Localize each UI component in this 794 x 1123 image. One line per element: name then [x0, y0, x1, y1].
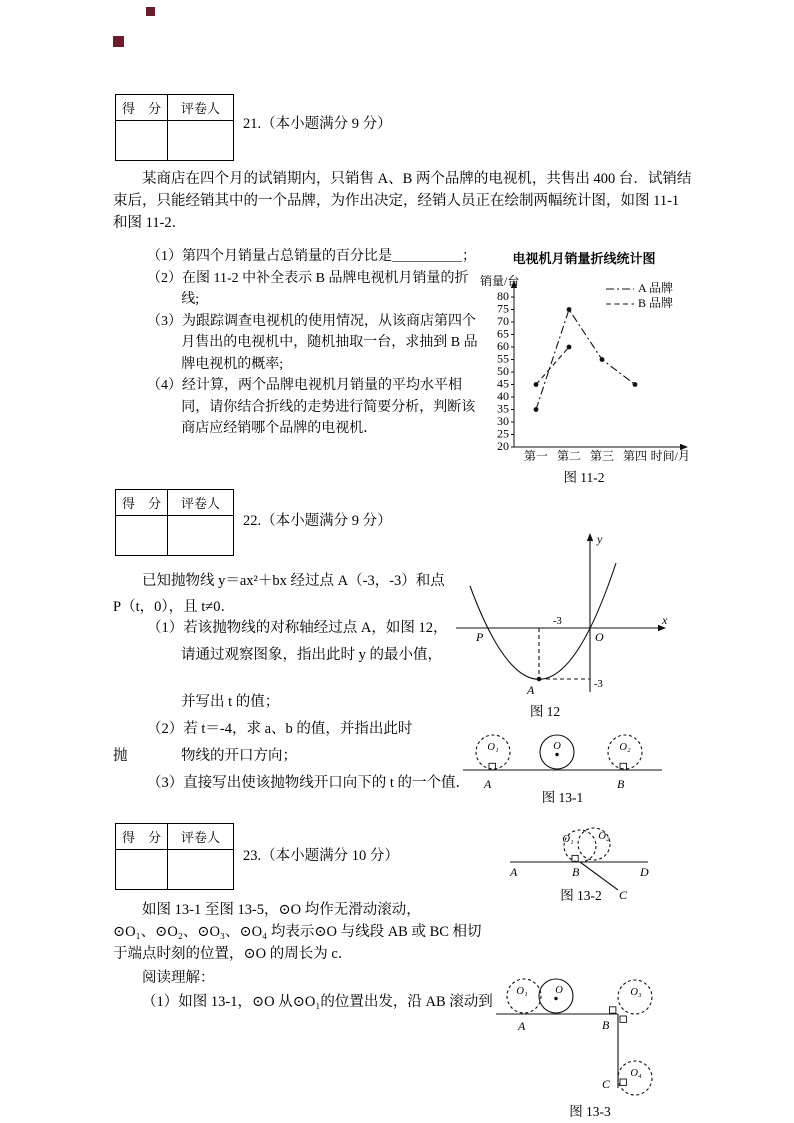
figure-13-3-path: [490, 952, 690, 1098]
svg-text:20: 20: [497, 439, 509, 453]
q22-heading: 22.（本小题满分 9 分）: [243, 513, 392, 529]
q22-intro-line: 已知抛物线 y＝ax²＋bx 经过点 A（-3，-3）和点: [142, 573, 445, 589]
circle-o4-label: O₄: [630, 1068, 642, 1079]
q22-line-5: 物线的开口方向；: [181, 748, 297, 764]
point-d-label: D: [640, 865, 649, 879]
score-cell-empty: [116, 850, 168, 889]
q21-item-1: （1）第四个月销量占总销量的百分比是＿＿＿＿＿；: [147, 249, 476, 264]
page-artifact-square: [113, 36, 124, 47]
grader-label: 评卷人: [168, 95, 233, 121]
q23-line-2: ⊙O₁、⊙O₂、⊙O₃、⊙O₄ 均表示⊙O 与线段 AB 或 BC 相切: [113, 924, 482, 940]
q22-line-4: （2）若 t＝-4，求 a、b 的值，并指出此时: [147, 721, 413, 737]
y-tick-neg3: -3: [594, 679, 603, 690]
chart-caption: 图 11-2: [563, 470, 605, 485]
score-label: 得 分: [116, 824, 168, 850]
svg-text:第四: 第四: [622, 449, 648, 463]
score-box-q22: [115, 489, 234, 556]
page-artifact-square: [146, 7, 155, 16]
q21-para-line: 某商店在四个月的试销期内，只销售 A、B 两个品牌的电视机，共售出 400 台．试销结: [142, 171, 692, 187]
score-box-q23: [115, 823, 234, 890]
q21-heading: 21.（本小题满分 9 分）: [243, 116, 392, 132]
grader-cell-empty: [168, 516, 233, 555]
score-label: 得 分: [116, 95, 168, 121]
score-cell-empty: [116, 516, 168, 555]
circle-o2-label: O₂: [619, 742, 631, 753]
q21-item-3: （3）为跟踪调查电视机的使用情况，从该商店第四个月售出的电视机中，随机抽取一台，求抽到 B 品牌电视机的概率;: [147, 313, 478, 372]
svg-text:50: 50: [497, 364, 509, 378]
q22-line-1: （1）若该抛物线的对称轴经过点 A，如图 12，: [147, 620, 448, 636]
figure-13-1-circles: [455, 708, 670, 792]
x-tick-neg3: -3: [553, 616, 562, 627]
q21-items: [147, 246, 479, 440]
svg-text:65: 65: [497, 326, 509, 341]
q22-intro: [113, 568, 445, 620]
q23-heading: 23.（本小题满分 10 分）: [243, 848, 399, 864]
q21-para-line: 和图 11-2．: [113, 215, 187, 231]
q22-line-3: 并写出 t 的值；: [181, 694, 280, 710]
q23-line-3: 于端点时刻的位置，⊙O 的周长为 c．: [113, 946, 353, 962]
q23-line-5: （1）如图 13-1，⊙O 从⊙O₁的位置出发，沿 AB 滚动到: [142, 994, 493, 1010]
svg-text:第三: 第三: [589, 449, 615, 463]
point-c-label: C: [602, 1077, 611, 1091]
origin-label: O: [595, 630, 604, 644]
q21-item-2: （2）在图 11-2 中补全表示 B 品牌电视机月销量的折线;: [147, 270, 469, 307]
circle-o-label: O: [553, 741, 561, 752]
figure-12-parabola: [450, 528, 674, 700]
circle-o3-label: O₃: [630, 987, 642, 998]
svg-text:70: 70: [497, 314, 509, 328]
svg-text:25: 25: [497, 426, 509, 441]
grader-cell-empty: [168, 121, 233, 160]
svg-text:时间/月: 时间/月: [650, 449, 690, 463]
svg-text:A 品牌: A 品牌: [638, 281, 674, 295]
svg-text:45: 45: [497, 376, 509, 391]
svg-text:35: 35: [497, 401, 509, 416]
chart-plot: [478, 267, 690, 465]
q22-line-wrap-char: 抛: [113, 748, 128, 764]
svg-text:80: 80: [497, 289, 509, 303]
point-b-label: B: [572, 865, 580, 879]
svg-text:第一: 第一: [523, 449, 549, 463]
svg-text:75: 75: [497, 301, 509, 316]
point-a-label: A: [510, 865, 518, 879]
point-a-label: A: [484, 777, 492, 791]
q22-line-2: 请通过观察图象，指出此时 y 的最小值，: [181, 647, 442, 663]
q21-item-4: （4）经计算，两个品牌电视机月销量的平均水平相同，请你结合折线的走势进行简要分析，判断该商店应经销哪个品牌的电视机．: [147, 378, 476, 436]
circle-o1-label: O₁: [562, 834, 574, 845]
grader-cell-empty: [168, 850, 233, 889]
figure-13-1-caption: 图 13-1: [541, 790, 584, 805]
q23-line-4: 阅读理解：: [142, 970, 215, 986]
chart-title: 电视机月销量折线统计图: [512, 251, 656, 266]
point-b-label: B: [602, 1018, 610, 1032]
figure-13-3-caption: 图 13-3: [569, 1104, 611, 1119]
circle-o1-label: O₁: [516, 986, 528, 997]
q23-line-1: 如图 13-1 至图 13-5，⊙O 均作无滑动滚动，: [142, 902, 421, 918]
score-cell-empty: [116, 121, 168, 160]
sales-line-chart: [478, 248, 690, 486]
svg-text:55: 55: [497, 351, 509, 366]
circle-o1-label: O₁: [487, 742, 499, 753]
q22-line-6: （3）直接写出使该抛物线开口向下的 t 的一个值．: [147, 775, 471, 791]
axis-y-label: y: [597, 532, 603, 546]
circle-o-label: O: [555, 985, 563, 996]
q22-intro-line: P（t，0），且 t≠0．: [113, 599, 235, 615]
circle-o2-label: O₂: [598, 831, 610, 842]
point-p-label: P: [476, 630, 484, 644]
score-label: 得 分: [116, 490, 168, 516]
svg-text:第二: 第二: [556, 449, 582, 463]
svg-text:40: 40: [497, 389, 509, 403]
figure-12-caption: 图 12: [529, 704, 561, 719]
point-a-label: A: [518, 1019, 526, 1033]
svg-text:60: 60: [497, 339, 509, 353]
point-a-label: A: [527, 683, 535, 697]
score-box-q21: [115, 94, 234, 161]
axis-x-label: x: [662, 613, 668, 627]
q21-paragraph: [113, 168, 691, 234]
figure-13-2-caption: 图 13-2: [560, 888, 602, 903]
grader-label: 评卷人: [168, 824, 233, 850]
point-b-label: B: [617, 777, 625, 791]
svg-text:B 品牌: B 品牌: [638, 296, 674, 310]
svg-text:销量/台: 销量/台: [480, 274, 520, 288]
point-c-label: C: [619, 888, 628, 902]
svg-text:30: 30: [497, 414, 509, 428]
grader-label: 评卷人: [168, 490, 233, 516]
q21-para-line: 束后，只能经销其中的一个品牌，为作出决定，经销人员正在绘制两幅统计图，如图 11-1: [113, 193, 680, 209]
